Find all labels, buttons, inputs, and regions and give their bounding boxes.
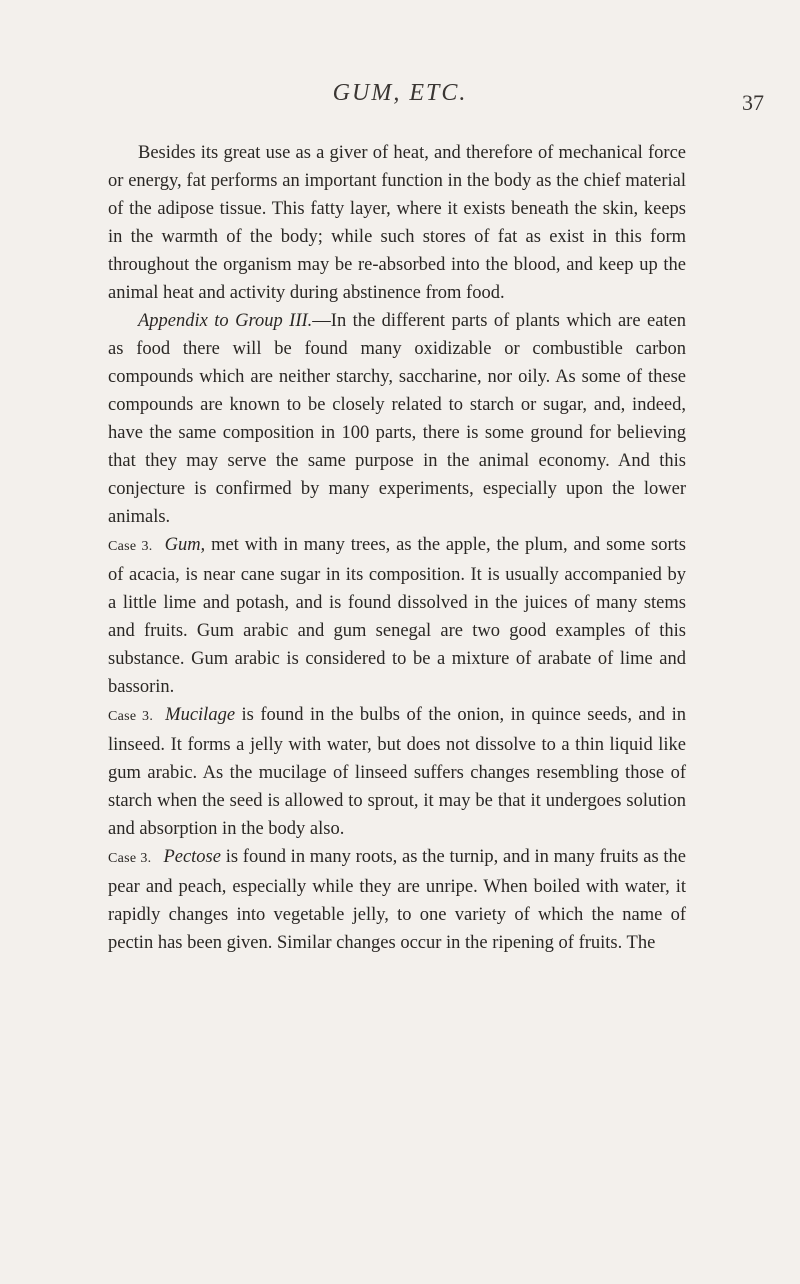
- paragraph-mucilage: [108, 701, 686, 843]
- case-label: Case 3.: [108, 709, 154, 724]
- paragraph-text: Besides its great use as a giver of heat, and therefore of mechanical force or energy, fat performs an important function in the body as the chief material of the adipose tissue. This fatty layer, where it exists beneath the skin, keeps in the warmth of the body; while such stores of fat as exist in this form throughout the organism may be re-absorbed into the blood, and keep up the animal heat and activity during abstinence from food.: [108, 143, 686, 303]
- term-gum: Gum,: [164, 535, 206, 555]
- paragraph-text: —In the different parts of plants which are eaten as food there will be found many oxidizable or combustible carbon compounds which are neither starchy, saccharine, nor oily. As some of these compounds are known to be closely related to starch or sugar, and, indeed, have the same composition in 100 parts, there is some ground for believing that they may serve the same purpose in the animal economy. And this conjecture is confirmed by many experiments, especially upon the lower animals.: [108, 311, 687, 527]
- case-label: Case 3.: [108, 851, 152, 866]
- paragraph-text: is found in the bulbs of the onion, in quince seeds, and in linseed. It forms a jelly with water, but does not dissolve to a thin liquid like gum arabic. As the mucilage of linseed suffers changes resembling those of starch when the seed is allowed to sprout, it may be that it undergoes solution and absorption in the body also.: [108, 705, 686, 839]
- term-mucilage: Mucilage: [165, 705, 236, 725]
- paragraph-pectose: [108, 843, 686, 957]
- page-number: 37: [742, 90, 764, 115]
- paragraph-text: met with in many trees, as the apple, the plum, and some sorts of acacia, is near cane sugar in its composition. It is usually accompanied by a little lime and potash, and is found dissolved in the juices of many stems and fruits. Gum arabic and gum senegal are two good examples of this substance. Gum arabic is considered to be a mixture of arabate of lime and bassorin.: [108, 535, 686, 697]
- paragraph-appendix-group-iii: [108, 307, 686, 531]
- paragraph-fat-function: [108, 139, 686, 307]
- paragraph-gum: [108, 531, 686, 701]
- term-pectose: Pectose: [163, 847, 221, 867]
- paragraph-text: is found in many roots, as the turnip, and in many fruits as the pear and peach, especially while they are unripe. When boiled with water, it rapidly changes into vegetable jelly, to one variety of which the name of pectin has been given. Similar changes occur in the ripening of fruits. The: [108, 847, 686, 953]
- running-title: GUM, ETC.: [332, 80, 468, 106]
- section-heading: Appendix to Group III.: [138, 311, 313, 331]
- case-label: Case 3.: [108, 539, 153, 554]
- body-text: [108, 139, 686, 957]
